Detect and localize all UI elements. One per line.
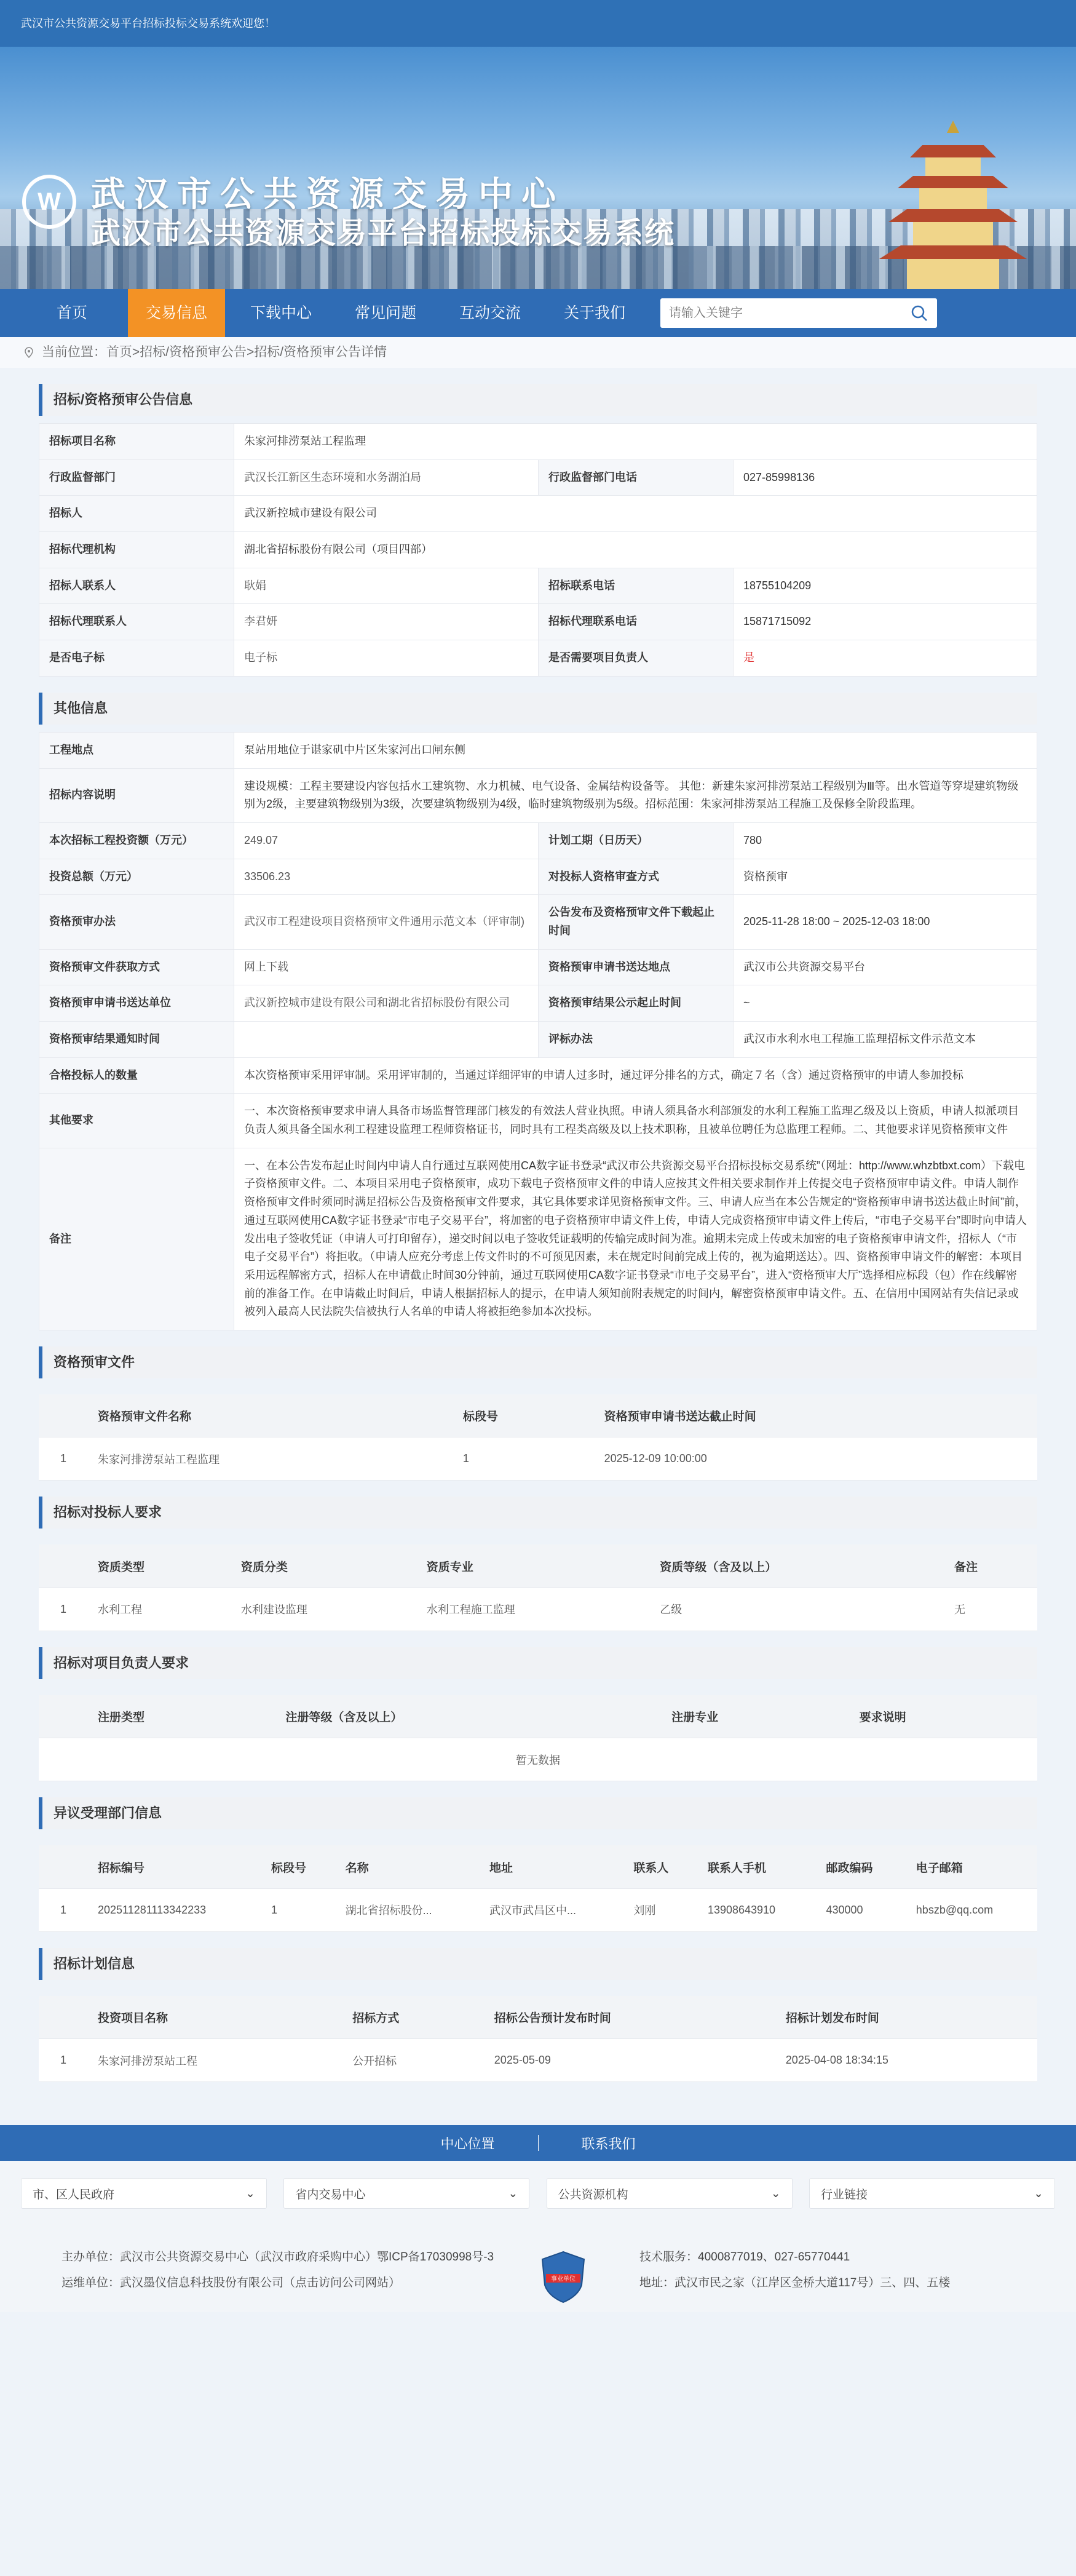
field-label: 评标办法 <box>539 1022 734 1058</box>
footer-link-contact[interactable]: 联系我们 <box>581 2136 636 2152</box>
column-header: 注册专业 <box>662 1695 849 1738</box>
column-header: 标段号 <box>261 1845 336 1888</box>
field-label: 是否需要项目负责人 <box>539 640 734 677</box>
nav-item-home[interactable]: 首页 <box>56 304 87 322</box>
supervisor: 武汉长江新区生态环境和水务湖泊局 <box>234 459 539 496</box>
get-method: 网上下载 <box>234 949 539 985</box>
field-label: 资格预审办法 <box>39 895 234 949</box>
field-label: 招标联系电话 <box>539 568 734 604</box>
column-header: 标段号 <box>453 1394 595 1437</box>
objection-dept-table <box>39 1845 1037 1932</box>
main-content <box>39 384 1037 2082</box>
header-banner <box>0 47 1076 289</box>
other-info-table <box>39 732 1037 1330</box>
nav-item-trade-info[interactable]: 交易信息 <box>128 289 225 337</box>
column-header: 邮政编码 <box>816 1845 906 1888</box>
field-label: 合格投标人的数量 <box>39 1057 234 1094</box>
electronic-flag: 电子标 <box>234 640 539 677</box>
column-header: 要求说明 <box>850 1695 1037 1738</box>
period: 780 <box>734 822 1037 859</box>
column-header: 招标方式 <box>342 1996 485 2039</box>
field-label: 是否电子标 <box>39 640 234 677</box>
footer-nav <box>0 2125 1076 2161</box>
content: 建设规模：工程主要建设内容包括水工建筑物、水力机械、电气设备、金属结构设备等。 其他：新建朱家河排涝泵站工程级别为Ⅲ等。出水管道等穿堤建筑物级别为2级，主要建筑物级别为3级，次要建筑物级别为4级，临时建筑物级别为5级。招标范围：朱家河排涝泵站工程施工及保修全阶段监理。 <box>234 768 1037 822</box>
select-public-agencies[interactable]: 公共资源机构 ⌄ <box>547 2178 793 2209</box>
footer-tech: 技术服务：4000877019、027-65770441 <box>639 2251 850 2264</box>
agency-contact: 李君妍 <box>234 604 539 640</box>
field-label: 招标内容说明 <box>39 768 234 822</box>
field-label: 资格预审申请书送达单位 <box>39 985 234 1022</box>
column-header: 备注 <box>944 1544 1037 1588</box>
download-period: 2025-11-28 18:00 ~ 2025-12-03 18:00 <box>734 895 1037 949</box>
chevron-down-icon: ⌄ <box>245 2187 255 2200</box>
chevron-down-icon: ⌄ <box>1034 2187 1043 2200</box>
welcome-text: 武汉市公共资源交易平台招标投标交易系统欢迎您！ <box>21 17 275 30</box>
field-label: 资格预审文件获取方式 <box>39 949 234 985</box>
column-header: 地址 <box>480 1845 623 1888</box>
submit-place: 武汉市公共资源交易平台 <box>734 949 1037 985</box>
field-label: 投资总额（万元） <box>39 859 234 895</box>
field-label: 对投标人资格审查方式 <box>539 859 734 895</box>
breadcrumb-label: 当前位置： <box>41 345 106 359</box>
column-header: 联系人 <box>623 1845 698 1888</box>
field-label: 计划工期（日历天） <box>539 822 734 859</box>
total-investment: 33506.23 <box>234 859 539 895</box>
eval-method: 武汉市水利水电工程施工监理招标文件示范文本 <box>734 1022 1037 1058</box>
section-title-other: 其他信息 <box>39 693 1037 725</box>
section-title-bidder-req: 招标对投标人要求 <box>39 1497 1037 1529</box>
field-label: 本次招标工程投资额（万元） <box>39 822 234 859</box>
section-title-announcement: 招标/资格预审公告信息 <box>39 384 1037 416</box>
field-label: 资格预审结果公示起止时间 <box>539 985 734 1022</box>
other-requirements: 一、本次资格预审要求申请人具备市场监督管理部门核发的有效法人营业执照。申请人须具备水利部颁发的水利工程施工监理乙级及以上资质，申请人拟派项目负责人须具备全国水利工程建设监理工程师资格证书，同时具有工程类高级及以上技术职称，且被单位聘任为总监理工程师。二、其他要求详见资格预审文件 <box>234 1094 1037 1148</box>
table-row: 1 朱家河排涝泵站工程监理 1 2025-12-09 10:00:00 <box>39 1437 1037 1481</box>
column-header: 电子邮箱 <box>906 1845 1037 1888</box>
search-icon[interactable] <box>910 304 928 322</box>
column-header: 名称 <box>336 1845 480 1888</box>
welcome-bar <box>0 0 1076 47</box>
qualify-method: 资格预审 <box>734 859 1037 895</box>
location: 泵站用地位于谌家矶中片区朱家河出口闸东侧 <box>234 732 1037 768</box>
yellow-crane-tower-icon <box>873 121 1033 289</box>
need-leader-flag: 是 <box>734 640 1037 677</box>
project-name: 朱家河排涝泵站工程监理 <box>234 424 1037 460</box>
agency-phone: 15871715092 <box>734 604 1037 640</box>
site-footer <box>0 2226 1076 2312</box>
search-input[interactable] <box>669 306 910 320</box>
column-header: 资质类型 <box>88 1544 231 1588</box>
tenderer: 武汉新控城市建设有限公司 <box>234 496 1037 532</box>
tender-plan-table <box>39 1996 1037 2083</box>
public-institution-badge-icon[interactable] <box>541 2251 585 2304</box>
field-label: 备注 <box>39 1148 234 1330</box>
field-label: 招标代理联系人 <box>39 604 234 640</box>
section-title-objection: 异议受理部门信息 <box>39 1797 1037 1829</box>
breadcrumb-path[interactable]: 首页>招标/资格预审公告>招标/资格预审公告详情 <box>106 345 387 359</box>
main-nav <box>0 289 1076 337</box>
column-header: 投资项目名称 <box>88 1996 342 2039</box>
supervisor-phone: 027-85998136 <box>734 459 1037 496</box>
search-box <box>660 298 937 328</box>
chevron-down-icon: ⌄ <box>508 2187 518 2200</box>
column-header: 注册等级（含及以上） <box>275 1695 662 1738</box>
chevron-down-icon: ⌄ <box>770 2187 781 2200</box>
location-pin-icon <box>23 347 34 358</box>
section-title-prequal-docs: 资格预审文件 <box>39 1346 1037 1378</box>
center-logo-icon: W <box>22 175 76 229</box>
nav-item-faq[interactable]: 常见问题 <box>354 304 416 322</box>
field-label: 其他要求 <box>39 1094 234 1148</box>
announcement-info-table <box>39 423 1037 677</box>
column-header: 资格预审申请书送达截止时间 <box>595 1394 1037 1437</box>
bidder-requirements-table <box>39 1544 1037 1631</box>
agency: 湖北省招标股份有限公司（项目四部） <box>234 532 1037 568</box>
field-label: 工程地点 <box>39 732 234 768</box>
leader-requirements-table <box>39 1695 1037 1782</box>
field-label: 招标代理机构 <box>39 532 234 568</box>
column-header: 注册类型 <box>88 1695 275 1738</box>
select-city-gov[interactable]: 市、区人民政府 ⌄ <box>21 2178 267 2209</box>
table-row: 1 水利工程 水利建设监理 水利工程施工监理 乙级 无 <box>39 1588 1037 1631</box>
field-label: 招标人联系人 <box>39 568 234 604</box>
footer-address: 地址：武汉市民之家（江岸区金桥大道117号）三、四、五楼 <box>639 2276 951 2290</box>
select-industry-links[interactable]: 行业链接 ⌄ <box>809 2178 1055 2209</box>
field-label: 行政监督部门电话 <box>539 459 734 496</box>
nav-item-about[interactable]: 关于我们 <box>563 304 625 322</box>
center-title: 武汉市公共资源交易中心 <box>91 175 564 213</box>
field-label: 招标人 <box>39 496 234 532</box>
footer-link-location[interactable]: 中心位置 <box>440 2136 495 2152</box>
column-header: 联系人手机 <box>698 1845 817 1888</box>
column-header: 招标计划发布时间 <box>776 1996 1037 2039</box>
breadcrumb <box>0 337 1076 368</box>
prequal-docs-table <box>39 1394 1037 1481</box>
column-header: 资质等级（含及以上） <box>650 1544 944 1588</box>
column-header: 招标编号 <box>88 1845 261 1888</box>
submit-unit: 武汉新控城市建设有限公司和湖北省招标股份有限公司 <box>234 985 539 1022</box>
field-label: 公告发布及资格预审文件下载起止时间 <box>539 895 734 949</box>
footer-operator[interactable]: 运维单位：武汉墨仪信息科技股份有限公司（点击访问公司网站） <box>61 2276 401 2290</box>
badge-label: 事业单位 <box>551 2276 576 2283</box>
nav-item-interaction[interactable]: 互动交流 <box>459 304 521 322</box>
nav-item-download[interactable]: 下载中心 <box>250 304 312 322</box>
invest: 249.07 <box>234 822 539 859</box>
field-label: 行政监督部门 <box>39 459 234 496</box>
section-title-leader-req: 招标对项目负责人要求 <box>39 1647 1037 1679</box>
qualified-count: 本次资格预审采用评审制。采用评审制的，当通过详细评审的申请人过多时，通过评分排名的方式，确定７名（含）通过资格预审的申请人参加投标 <box>234 1057 1037 1094</box>
tenderer-phone: 18755104209 <box>734 568 1037 604</box>
column-header: 资质分类 <box>231 1544 417 1588</box>
field-label: 招标代理联系电话 <box>539 604 734 640</box>
select-province-centers[interactable]: 省内交易中心 ⌄ <box>283 2178 529 2209</box>
prequal-method: 武汉市工程建设项目资格预审文件通用示范文本（评审制) <box>234 895 539 949</box>
field-label: 资格预审结果通知时间 <box>39 1022 234 1058</box>
column-header: 招标公告预计发布时间 <box>485 1996 776 2039</box>
result-period: ~ <box>734 985 1037 1022</box>
field-label: 招标项目名称 <box>39 424 234 460</box>
table-row: 1 朱家河排涝泵站工程 公开招标 2025-05-09 2025-04-08 18:34:15 <box>39 2039 1037 2082</box>
footer-host: 主办单位：武汉市公共资源交易中心（武汉市政府采购中心）鄂ICP备17030998号-3 <box>61 2251 494 2264</box>
system-title: 武汉市公共资源交易平台招标投标交易系统 <box>91 217 676 250</box>
notice-time <box>234 1022 539 1058</box>
tenderer-contact: 耿娟 <box>234 568 539 604</box>
empty-state: 暂无数据 <box>39 1738 1037 1781</box>
section-title-plan: 招标计划信息 <box>39 1948 1037 1980</box>
field-label: 资格预审申请书送达地点 <box>539 949 734 985</box>
column-header: 资质专业 <box>417 1544 651 1588</box>
column-header: 资格预审文件名称 <box>88 1394 453 1437</box>
table-row: 1 202511281113342233 1 湖北省招标股份... 武汉市武昌区中... 刘刚 13908643910 430000 hbszb@qq.com <box>39 1888 1037 1931</box>
friendly-links <box>0 2161 1076 2226</box>
remarks: 一、在本公告发布起止时间内申请人自行通过互联网使用CA数字证书登录“武汉市公共资源交易平台招标投标交易系统”（网址：http://www.whzbtbxt.com）下载电子资格预审文件。二、本项目采用电子资格预审，成功下载电子资格预审文件的申请人应按其文件相关要求制作并上传提交电子资格预审申请文件。申请人制作资格预审文件时须同时满足招标公告及资格预审文件要求，其它具体要求详见资格预审文件。三、申请人应当在本公告规定的“资格预审申请书送达截止时间”前，通过互联网使用CA数字证书登录“市电子交易平台”，将加密的电子资格预审申请文件上传，申请人完成资格预审申请文件上传后，“市电子交易平台”即时向申请人发出电子签收凭证（申请人可打印留存），递交时间以电子签收凭证载明的传输完成时间为准。逾期未完成上传或未加密的电子资格预审申请文件，招标人（“市电子交易平台”）将拒收。（申请人应充分考虑上传文件时的不可预见因素，未在规定时间前完成上传的，视为逾期送达）。四、资格预审申请文件的解密：本项目采用远程解密方式，招标人在申请截止时间30分钟前，通过互联网使用CA数字证书登录“市电子交易平台”，进入“资格预审大厅”选择相应标段（包）作在线解密前的准备工作。在申请截止时间后，申请人根据招标人的提示，在申请人须知前附表规定的时间内，解密资格预审申请文件。五、在信用中国网站有失信记录或被列入最高人民法院失信被执行人名单的申请人将被拒绝参加本次投标。 <box>234 1148 1037 1330</box>
